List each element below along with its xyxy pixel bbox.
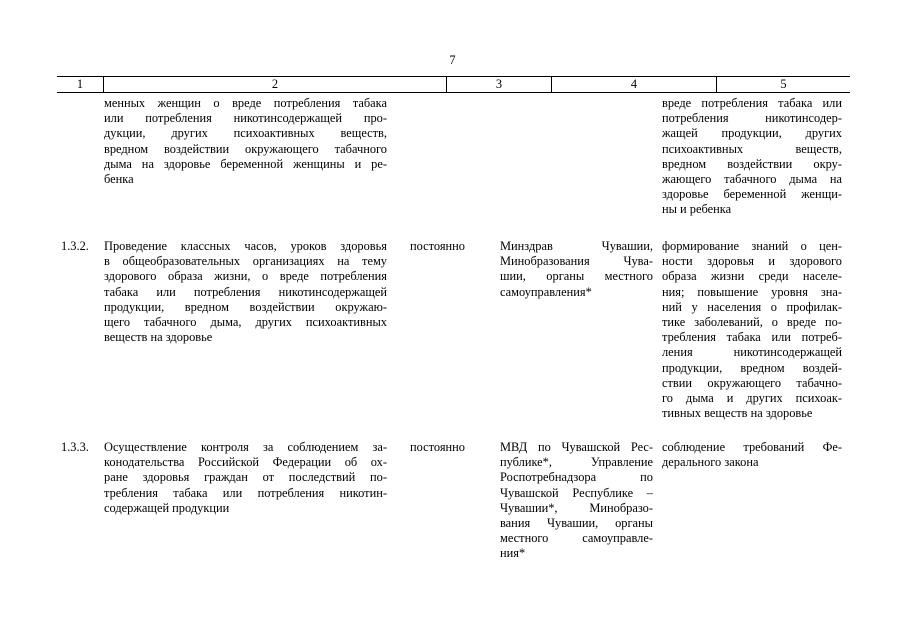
cell-line: потребления никотинсодер- bbox=[662, 111, 842, 126]
cell-line: постоянно bbox=[410, 440, 466, 454]
cell-line: дыма на здоровье беременной женщины и ре- bbox=[104, 156, 387, 171]
cell-line: соблюдение требований Фе- bbox=[662, 440, 842, 454]
cell-col5 bbox=[662, 96, 842, 218]
cell-line: табака или потребления никотинсодержащей bbox=[104, 284, 387, 299]
cell-line: здорового образа жизни, о вреде потребления bbox=[104, 269, 387, 284]
cell-line: дукции, других психоактивных веществ, bbox=[104, 126, 387, 141]
cell-col4 bbox=[500, 239, 653, 300]
cell-line: ране здоровья граждан от последствий по- bbox=[104, 470, 387, 485]
cell-line: здоровье беременной женщи- bbox=[662, 187, 842, 202]
cell-line: вредном воздействии окружающего табачного bbox=[104, 141, 387, 156]
cell-line: Осуществление контроля за соблюдением за- bbox=[104, 440, 387, 454]
cell-line: Минобразования Чува- bbox=[500, 254, 653, 269]
header-col-2: 2 bbox=[103, 77, 446, 92]
cell-line: постоянно bbox=[410, 239, 466, 253]
cell-line: щего табачного дыма, других психоактивных bbox=[104, 315, 387, 330]
cell-line: или потребления никотинсодержащей про- bbox=[104, 111, 387, 126]
cell-col3 bbox=[410, 239, 490, 254]
cell-line: образа жизни среди населе- bbox=[662, 269, 842, 284]
cell-line: конодательства Российской Федерации об ох- bbox=[104, 455, 387, 470]
cell-line: вреде потребления табака или bbox=[662, 96, 842, 110]
table-header bbox=[57, 76, 850, 93]
row-number: 1.3.3. bbox=[61, 440, 89, 454]
cell-line: Минздрав Чувашии, bbox=[500, 239, 653, 253]
cell-line: Проведение классных часов, уроков здоровья bbox=[104, 239, 387, 253]
row-number: 1.3.2. bbox=[61, 239, 89, 253]
cell-line: шии, органы местного bbox=[500, 269, 653, 284]
cell-line: требления табака или потреб- bbox=[662, 330, 842, 345]
cell-line: в общеобразовательных организациях на тему bbox=[104, 254, 387, 269]
cell-line: содержащей продукции bbox=[104, 500, 230, 515]
cell-line: ны и ребенка bbox=[662, 202, 732, 217]
cell-line: вания Чувашии, органы bbox=[500, 516, 653, 531]
cell-line: дерального закона bbox=[662, 455, 759, 470]
cell-col5 bbox=[662, 440, 842, 470]
cell-line: тике заболеваний, о вреде по- bbox=[662, 315, 842, 330]
cell-col2 bbox=[104, 239, 387, 345]
cell-line: веществ на здоровье bbox=[104, 330, 213, 345]
cell-line: продукции, вредном воздействии окружаю- bbox=[104, 299, 387, 314]
cell-line: публике*, Управление bbox=[500, 455, 653, 470]
cell-line: ствии окружающего табачно- bbox=[662, 375, 842, 390]
header-col-1: 1 bbox=[76, 77, 84, 91]
cell-line: Чувашии*, Минобразо- bbox=[500, 500, 653, 515]
cell-line: ний у населения о профилак- bbox=[662, 299, 842, 314]
cell-line: Чувашской Республике – bbox=[500, 485, 653, 500]
cell-line: ления никотинсодержащей bbox=[662, 345, 842, 360]
header-col-3: 3 bbox=[446, 77, 551, 92]
cell-line: жающего табачного дыма на bbox=[662, 172, 842, 187]
cell-line: ности здоровья и здорового bbox=[662, 254, 842, 269]
cell-line: Роспотребнадзора по bbox=[500, 470, 653, 485]
page-number: 7 bbox=[449, 53, 456, 67]
cell-line: жащей продукции, других bbox=[662, 126, 842, 141]
cell-line: ния* bbox=[500, 546, 526, 561]
cell-line: требления табака или потребления никотин- bbox=[104, 485, 387, 500]
header-col-4: 4 bbox=[551, 77, 716, 92]
cell-line: вредном воздействии окру- bbox=[662, 156, 842, 171]
cell-col2 bbox=[104, 96, 387, 187]
cell-line: тивных веществ на здоровье bbox=[662, 406, 813, 421]
cell-line: бенка bbox=[104, 172, 134, 187]
cell-line: формирование знаний о цен- bbox=[662, 239, 842, 253]
cell-col2 bbox=[104, 440, 387, 516]
header-col-5: 5 bbox=[716, 77, 850, 92]
cell-line: МВД по Чувашской Рес- bbox=[500, 440, 653, 454]
cell-line: местного самоуправле- bbox=[500, 531, 653, 546]
cell-line: го дыма и других психоак- bbox=[662, 391, 842, 406]
cell-line: психоактивных веществ, bbox=[662, 141, 842, 156]
cell-line: ния; повышение уровня зна- bbox=[662, 284, 842, 299]
cell-col5 bbox=[662, 239, 842, 421]
cell-line: самоуправления* bbox=[500, 284, 592, 299]
cell-col4 bbox=[500, 440, 653, 562]
cell-line: менных женщин о вреде потребления табака bbox=[104, 96, 387, 110]
cell-col3 bbox=[410, 440, 490, 455]
cell-line: продукции, вредном воздей- bbox=[662, 360, 842, 375]
